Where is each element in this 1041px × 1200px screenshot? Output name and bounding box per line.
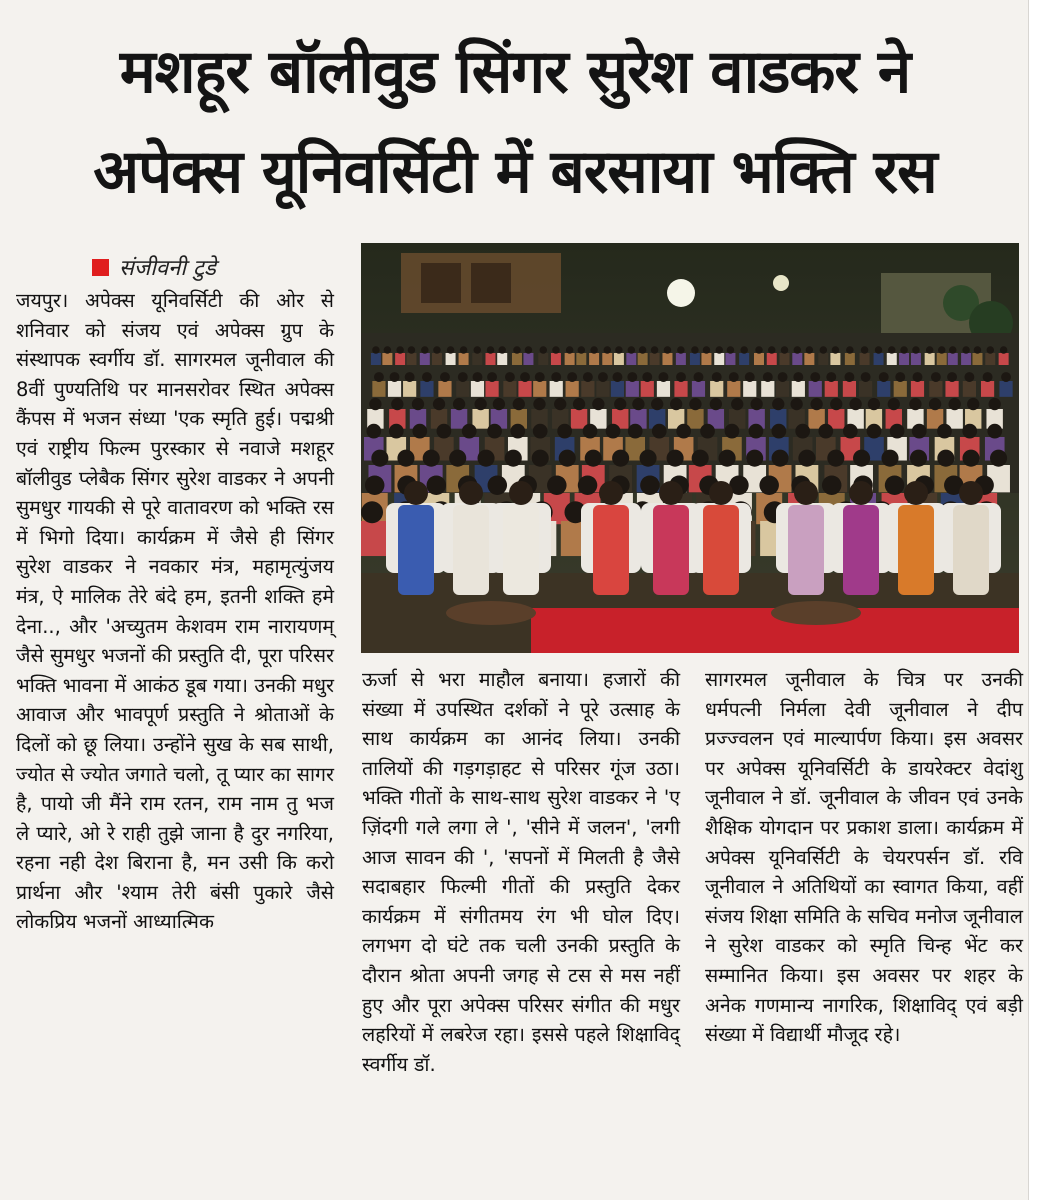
column-3-text: सागरमल जूनीवाल के चित्र पर उनकी धर्मपत्नी निर्मला देवी जूनीवाल ने दीप प्रज्ज्वलन एवं माल्यार्पण किया। इस अवसर पर अपेक्स यूनिवर्सिटी के डायरेक्टर वेदांशु जूनीवाल ने डॉ. जूनीवाल के जीवन एवं उनके शैक्षिक योगदान पर प्रकाश डाला। कार्यक्रम में अपेक्स यूनिवर्सिटी के चेयरपर्सन डॉ. रवि जूनीवाल ने अतिथियों का स्वागत किया, वहीं संजय शिक्षा समिति के सचिव मनोज जूनीवाल ने सुरेश वाडकर को स्मृति चिन्ह भेंट कर सम्मानित किया। इस अवसर पर शहर के अनेक गणमान्य नागरिक, शिक्षाविद् एवं बड़ी संख्या में विद्यार्थी मौजूद रहे। — [705, 668, 1023, 1047]
article-column-2 — [362, 665, 680, 1079]
headline-line-2: अपेक्स यूनिवर्सिटी में बरसाया भक्ति रस — [93, 137, 937, 207]
headline-line-1: मशहूर बॉलीवुड सिंगर सुरेश वाडकर ने — [119, 37, 911, 107]
page-edge — [1028, 0, 1041, 1200]
headline — [10, 22, 1020, 222]
column-1-text: जयपुर। अपेक्स यूनिवर्सिटी की ओर से शनिवार को संजय एवं अपेक्स ग्रुप के संस्थापक स्वर्गीय डॉ. सागरमल जूनीवाल की 8वीं पुण्यतिथि पर मानसरोवर स्थित अपेक्स कैंपस में भजन संध्या 'एक स्मृति हुई। पद्मश्री एवं राष्ट्रीय फिल्म पुरस्कार से नवाजे मशहूर बॉलीवुड प्लेबैक सिंगर सुरेश वाडकर ने अपनी सुमधुर गायकी से पूरे वातावरण को भक्ति रस में भिगो दिया। कार्यक्रम में जैसे ही सिंगर सुरेश वाडकर ने नवकार मंत्र, महामृत्युंजय मंत्र, ऐ मालिक तेरे बंदे हम, इतनी शक्ति हमे देना.., और 'अच्युतम केशवम राम नारायणम् जैसे सुमधुर भजनों की प्रस्तुति दी, पूरा परिसर भक्ति भावना में आकंठ डूब गया। उनकी मधुर आवाज और भावपूर्ण प्रस्तुति ने श्रोताओं के दिलों को छू लिया। उन्होंने सुख के सब साथी, ज्योत से ज्योत जगाते चलो, तू प्यार का सागर है, पायो जी मैंने राम रतन, राम नाम तु भज ले प्यारे, ओ रे राही तुझे जाना है दुर नगरिया, रहना नही देश बिराना है, मन उसी कि करो प्रार्थना और 'श्याम तेरी बंसी पुकारे जैसे लोकप्रिय भजनों आध्यात्मिक — [16, 289, 334, 934]
byline-square-icon — [92, 259, 109, 276]
audience-photo-icon — [361, 243, 1019, 653]
article-column-1 — [16, 286, 334, 937]
article-column-3 — [705, 665, 1023, 1050]
byline — [92, 252, 216, 282]
event-photo — [361, 243, 1019, 653]
column-2-text: ऊर्जा से भरा माहौल बनाया। हजारों की संख्या में उपस्थित दर्शकों ने पूरे उत्साह के साथ कार्यक्रम का आनंद लिया। उनकी तालियों की गड़गड़ाहट से परिसर गूंज उठा। भक्ति गीतों के साथ-साथ सुरेश वाडकर ने 'ए ज़िंदगी गले लगा ले ', 'सीने में जलन', 'लगी आज सावन की ', 'सपनों में मिलती है जैसे सदाबहार फिल्मी गीतों की प्रस्तुति देकर कार्यक्रम में संगीतमय रंग भी घोल दिए। लगभग दो घंटे तक चली उनकी प्रस्तुति के दौरान श्रोता अपनी जगह से टस से मस नहीं हुए और पूरा अपेक्स परिसर संगीत की मधुर लहरियों में लबरेज रहा। इससे पहले शिक्षाविद् स्वर्गीय डॉ. — [362, 668, 680, 1076]
byline-source: संजीवनी टुडे — [119, 256, 216, 281]
